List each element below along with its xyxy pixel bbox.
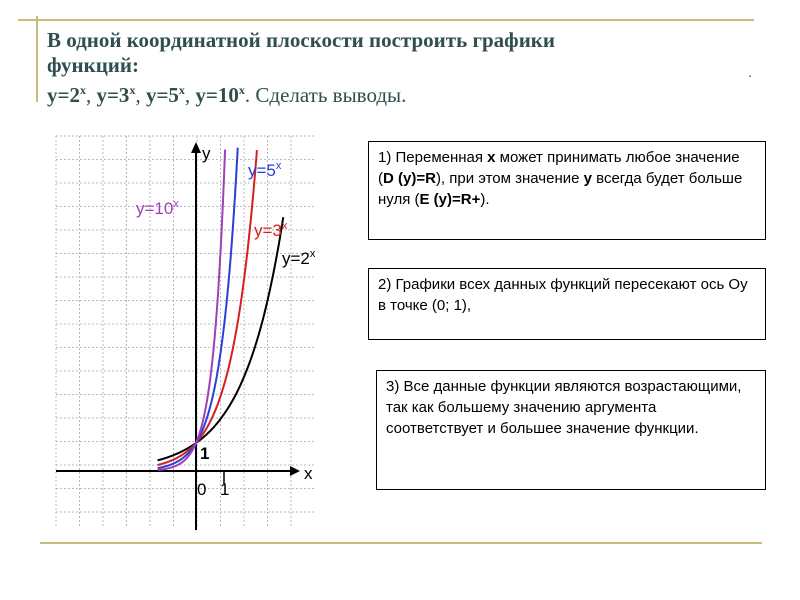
curve-label-3x: $y=3^x$	[254, 220, 288, 240]
y-intercept-label: 1	[200, 444, 210, 463]
curve-label-2x: $y=2^x$	[282, 248, 316, 268]
curve-label-5x: $y=5^x$	[248, 160, 282, 180]
tick-one: 1	[220, 480, 230, 499]
conclusion-box-2: 2) Графики всех данных функций пересекают ось Оу в точке (0; 1),	[368, 268, 766, 340]
title-line1: В одной координатной плоскости построить графики	[47, 28, 555, 52]
title-line2: функций:	[47, 53, 139, 77]
title-func-10x: $y=10^x$	[195, 83, 245, 107]
title-func-5x: $y=5^x$	[145, 83, 185, 107]
y-axis-label: y	[202, 144, 211, 163]
conclusion-box-3: 3) Все данные функции являются возрастающими, так как большему значению аргумента соответствует и большее значение функции.	[376, 370, 766, 490]
slide-title: В одной координатной плоскости построить графики функций: $y=2^x$, $y=3^x$, $y=5^x$, $y=10^x$. Сделать выводы.	[47, 28, 555, 107]
bottom-rule	[40, 542, 762, 544]
conclusion-box-1: 1) Переменная х может принимать любое значение (D (у)=R), при этом значение у всегда будет больше нуля (E (у)=R+).	[368, 141, 766, 240]
curve-5x	[158, 148, 238, 468]
title-func-3x: $y=3^x$	[96, 83, 136, 107]
left-rule	[36, 16, 38, 102]
curve-10x	[158, 150, 226, 470]
curve-label-10x: $y=10^x$	[136, 198, 179, 218]
top-rule	[18, 19, 754, 21]
x-axis-label: x	[304, 464, 313, 483]
y-axis-arrow	[191, 142, 201, 153]
title-func-2x: $y=2^x$	[47, 83, 86, 107]
tick-zero: 0	[197, 480, 207, 499]
function-graph	[48, 128, 328, 538]
title-tail: . Сделать выводы.	[244, 83, 407, 107]
x-axis-arrow	[290, 466, 300, 476]
grid	[56, 136, 314, 528]
corner-dot: .	[748, 64, 752, 80]
